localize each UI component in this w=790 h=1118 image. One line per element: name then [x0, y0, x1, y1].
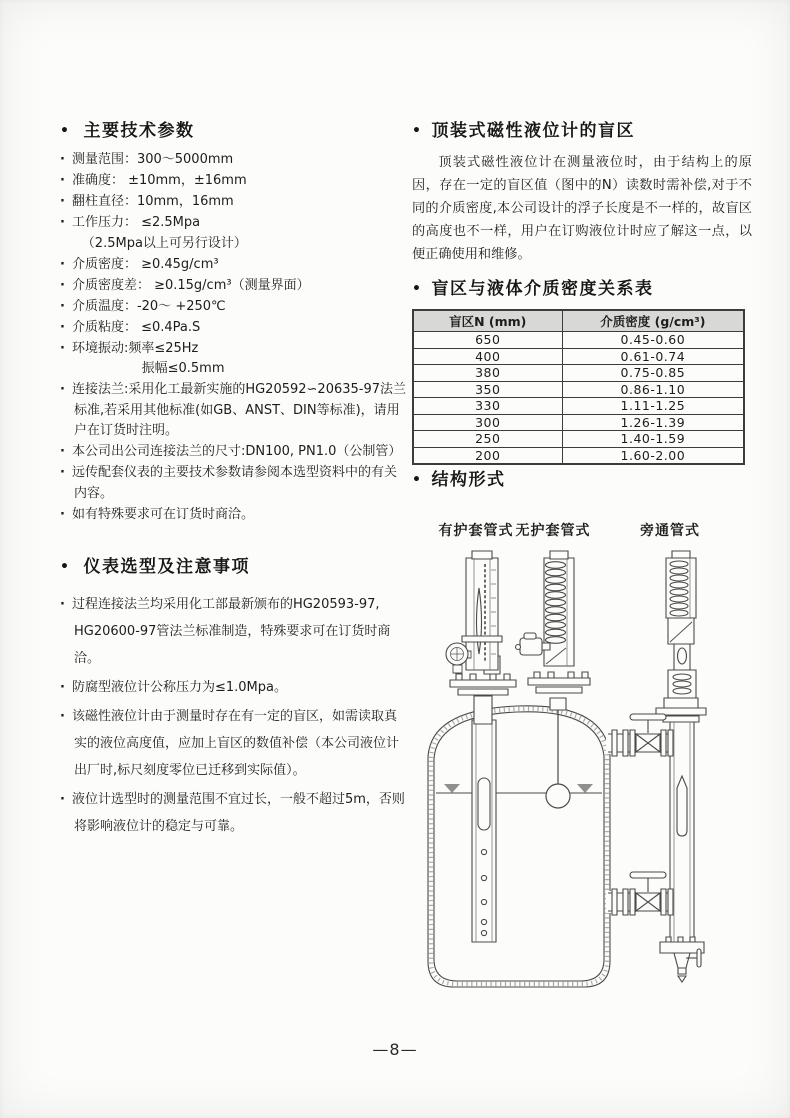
- tank: [428, 706, 610, 987]
- spec-item-text: · 本公司出公司连接法兰的尺寸:DN100, PN1.0（公制管）: [74, 442, 408, 463]
- spec-item-text: · 介质密度差： ≥0.15g/cm³（测量界面）: [74, 276, 408, 297]
- spec-item: [60, 318, 408, 339]
- unsheathed-gauge: [516, 551, 591, 808]
- table-row: [413, 447, 744, 464]
- spec-item: [60, 297, 408, 318]
- table-cell: 250: [413, 431, 562, 448]
- table-row: [413, 348, 744, 365]
- section-heading-structure: • 结构形式: [412, 465, 752, 490]
- table-cell: 300: [413, 414, 562, 431]
- sheathed-gauge: [446, 551, 516, 724]
- liquid-level: [436, 784, 602, 793]
- left-column: [60, 116, 408, 842]
- table-header-row: [413, 310, 744, 332]
- section-heading-density-table: • 盲区与液体介质密度关系表: [412, 274, 752, 299]
- spec-item: [60, 276, 408, 297]
- table-cell: 1.26-1.39: [562, 414, 744, 431]
- spec-item-text: · 介质密度： ≥0.45g/cm³: [74, 255, 408, 276]
- page-number: —8—: [372, 1040, 418, 1059]
- table-row: [413, 431, 744, 448]
- spec-item-text: · 准确度： ±10mm，±16mm: [74, 171, 408, 192]
- spec-item: [60, 171, 408, 192]
- spec-item-text: · 连接法兰:采用化工最新实施的HG20592∽20635-97法兰标准,若采用其他标准(如GB、ANST、DIN等标准)，请用户在订货时注明。: [74, 380, 408, 442]
- spec-item: [60, 674, 408, 701]
- table-cell: 1.60-2.00: [562, 447, 744, 464]
- lower-process-valve: [606, 872, 673, 915]
- spec-item-text: · 如有特殊要求可在订货时商洽。: [74, 505, 408, 526]
- float-in-bypass: [677, 776, 687, 836]
- table-cell: 380: [413, 365, 562, 382]
- table-row: [413, 398, 744, 415]
- spec-item-text: · 液位计选型时的测量范围不宜过长，一般不超过5m，否则将影响液位计的稳定与可靠。: [74, 786, 408, 840]
- spec-item: [60, 442, 408, 463]
- upper-process-valve: [606, 714, 673, 756]
- spec-item: [60, 786, 408, 840]
- label-sheathed-tube-type: 有护套管式: [438, 523, 514, 539]
- table-header-cell: 盲区N (mm): [413, 310, 562, 332]
- float-ball: [546, 784, 570, 808]
- spec-item: [60, 339, 408, 380]
- table-row: [413, 381, 744, 398]
- spec-item-text: · 工作压力： ≤2.5Mpa: [74, 213, 408, 234]
- table-row: [413, 365, 744, 382]
- table-cell: 330: [413, 398, 562, 415]
- spec-item-text: · 介质温度：-20～ +250℃: [74, 297, 408, 318]
- spec-item-text: · 介质粘度： ≤0.4Pa.S: [74, 318, 408, 339]
- table-cell: 0.75-0.85: [562, 365, 744, 382]
- table-row: [413, 414, 744, 431]
- table-row: [413, 332, 744, 349]
- valve-handwheel: [630, 714, 666, 720]
- table-cell: 1.11-1.25: [562, 398, 744, 415]
- label-bypass-pipe-type: 旁通管式: [640, 523, 700, 539]
- spec-item-subline: （2.5Mpa以上可另行设计）: [81, 235, 247, 251]
- spec-item: [60, 703, 408, 784]
- bypass-drain: [660, 937, 704, 982]
- spec-item: [60, 591, 408, 672]
- spec-item-text: · 过程连接法兰均采用化工部最新颁布的HG20593-97, HG20600-97管法兰标准制造，特殊要求可在订货时商洽。: [74, 591, 408, 672]
- spec-item-subline: 振幅≤0.5mm: [141, 361, 225, 376]
- table-cell: 650: [413, 332, 562, 349]
- spec-item-text: · 翻柱直径：10mm，16mm: [74, 192, 408, 213]
- label-unsheathed-tube-type: 无护套管式: [515, 523, 591, 539]
- spec-item-text: · 远传配套仪表的主要技术参数请参阅本选型资料中的有关内容。: [74, 463, 408, 504]
- table-header-cell: 介质密度 (g/cm³): [562, 310, 744, 332]
- structure-diagram-area: [412, 506, 752, 1006]
- spec-item-text: · 防腐型液位计公称压力为≤1.0Mpa。: [74, 674, 408, 701]
- spec-item: [60, 213, 408, 254]
- spec-item-text: · 该磁性液位计由于测量时存在有一定的盲区，如需读取真实的液位高度值，应加上盲区的数值补偿（本公司液位计出厂时,标尺刻度零位已迁移到实际值）。: [74, 703, 408, 784]
- spacer: [60, 526, 408, 552]
- spec-list-main-parameters: [60, 150, 408, 525]
- section-heading-selection-notes: • 仪表选型及注意事项: [60, 552, 408, 577]
- structure-diagram: [420, 550, 750, 995]
- table-cell: 0.45-0.60: [562, 332, 744, 349]
- table-cell: 200: [413, 447, 562, 464]
- blind-zone-paragraph: 顶装式磁性液位计在测量液位时，由于结构上的原因，存在一定的盲区值（图中的N）读数时需补偿,对于不同的介质密度,本公司设计的浮子长度是不一样的，故盲区的高度也不一样，用户在订购液位计时应了解这一点，以便正确使用和维修。: [412, 155, 752, 262]
- valve-handwheel: [630, 872, 666, 878]
- spec-item-text: · 测量范围：300～5000mm: [74, 150, 408, 171]
- section-heading-main-parameters: • 主要技术参数: [60, 116, 408, 141]
- spec-item: [60, 505, 408, 526]
- flapper-column: [546, 562, 566, 644]
- section-heading-blind-zone: • 顶装式磁性液位计的盲区: [412, 116, 752, 141]
- drain-handwheel: [697, 949, 701, 967]
- spec-item: [60, 380, 408, 442]
- spec-item: [60, 463, 408, 504]
- spec-list-selection-notes: [60, 591, 408, 840]
- table-cell: 0.61-0.74: [562, 348, 744, 365]
- table-cell: 1.40-1.59: [562, 431, 744, 448]
- blind-zone-density-table: [412, 309, 745, 465]
- table-cell: 350: [413, 381, 562, 398]
- spec-item: [60, 150, 408, 171]
- sheath-tube: [472, 720, 496, 942]
- spec-item: [60, 192, 408, 213]
- table-cell: 400: [413, 348, 562, 365]
- blind-zone-paragraph-wrap: [412, 151, 752, 266]
- right-column: [412, 116, 752, 1006]
- float-in-sheath-tube: [478, 778, 490, 830]
- spec-item: [60, 255, 408, 276]
- spec-item-text: · 环境振动:频率≤25Hz: [74, 339, 408, 360]
- table-cell: 0.86-1.10: [562, 381, 744, 398]
